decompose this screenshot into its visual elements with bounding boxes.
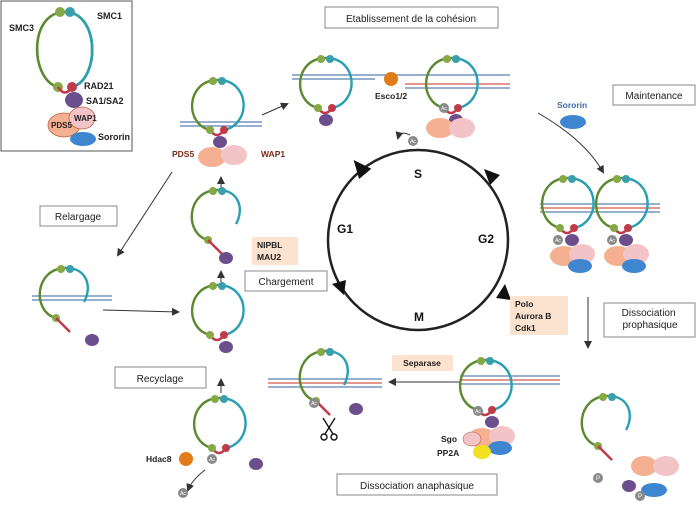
factor-aurora-label: Aurora B [515,311,552,321]
cohesin-cleaved [300,348,363,415]
step-maintenance-label: Maintenance [625,91,683,102]
factor-nipbl-label: NIPBL [257,240,283,250]
ac-mark-label: Ac [555,238,561,244]
factor-wap1-label: WAP1 [261,149,286,159]
ac-mark-label: Ac [410,139,416,145]
step-prophase-label [622,308,679,331]
step-relargage [40,206,117,226]
p-mark-label: P [595,476,601,482]
cell-cycle-ring [328,150,511,330]
ac-mark-label: Ac [475,409,481,415]
legend-sa-label: SA1/SA2 [86,96,124,106]
scissors-icon [321,418,337,440]
cohesin-establishing [300,55,352,126]
cohesin-maintenance-1 [542,175,595,273]
phase-g1-label: G1 [337,222,354,236]
phospho-marks [593,473,645,501]
legend-pds5-label: PDS5 [51,121,72,130]
factor-pp2a-label: PP2A [437,448,460,458]
step-recyclage [115,367,206,388]
step-maintenance [613,85,695,105]
ac-mark-label: Ac [180,491,186,497]
legend-box [1,1,132,151]
p-mark-label: P [637,494,643,500]
cohesin-recycled [192,282,244,353]
kinases-box [510,296,568,335]
factor-separase-label: Separase [403,358,441,368]
cohesin-hdac8 [194,395,263,470]
step-establishment [325,7,498,28]
step-chargement [245,271,327,291]
nipbl-mau2-box [252,237,298,265]
factor-esco-label: Esco1/2 [375,91,408,101]
step-chargement-label: Chargement [258,277,314,288]
esco-factor [375,72,407,101]
legend-smc3-label: SMC3 [9,23,35,33]
step-establishment-label: Etablissement de la cohésion [345,14,477,25]
ac-mark-label: Ac [209,457,215,463]
legend-wap1-label: WAP1 [74,114,97,123]
sororin-free [557,100,587,129]
step-recyclage-label: Recyclage [136,374,184,385]
phase-s-label: S [414,167,423,181]
step-prophase-line1: Dissociation [621,308,676,319]
factor-hdac8-label: Hdac8 [146,454,172,464]
cohesin-released [40,265,99,346]
phase-g2-label: G2 [478,232,495,246]
factor-mau2-label: MAU2 [257,252,282,262]
step-relargage-label: Relargage [54,212,102,223]
hdac8-factor [146,452,193,466]
factor-sororin-label: Sororin [557,100,588,110]
legend-sororin-label: Sororin [98,132,131,142]
separase-box [392,355,453,371]
step-anaphase [337,474,497,495]
ac-mark-label: Ac [609,238,615,244]
cohesin-loaded [192,187,240,264]
legend-smc1-label: SMC1 [97,11,123,21]
step-prophase-line2: prophasique [622,320,678,331]
legend-rad21-label: RAD21 [84,81,114,91]
step-prophase [604,303,695,337]
cohesin-maintenance-2 [596,175,649,273]
factor-polo-label: Polo [515,299,534,309]
step-anaphase-label: Dissociation anaphasique [360,481,474,492]
factor-sgo-label: Sgo [441,434,458,444]
phase-m-label: M [414,310,424,324]
factor-pds5-label: PDS5 [172,149,195,159]
factor-cdk1-label: Cdk1 [515,323,536,333]
ac-mark-label: Ac [311,401,317,407]
cohesin-established [426,55,478,138]
ac-mark-label: Ac [441,106,447,112]
